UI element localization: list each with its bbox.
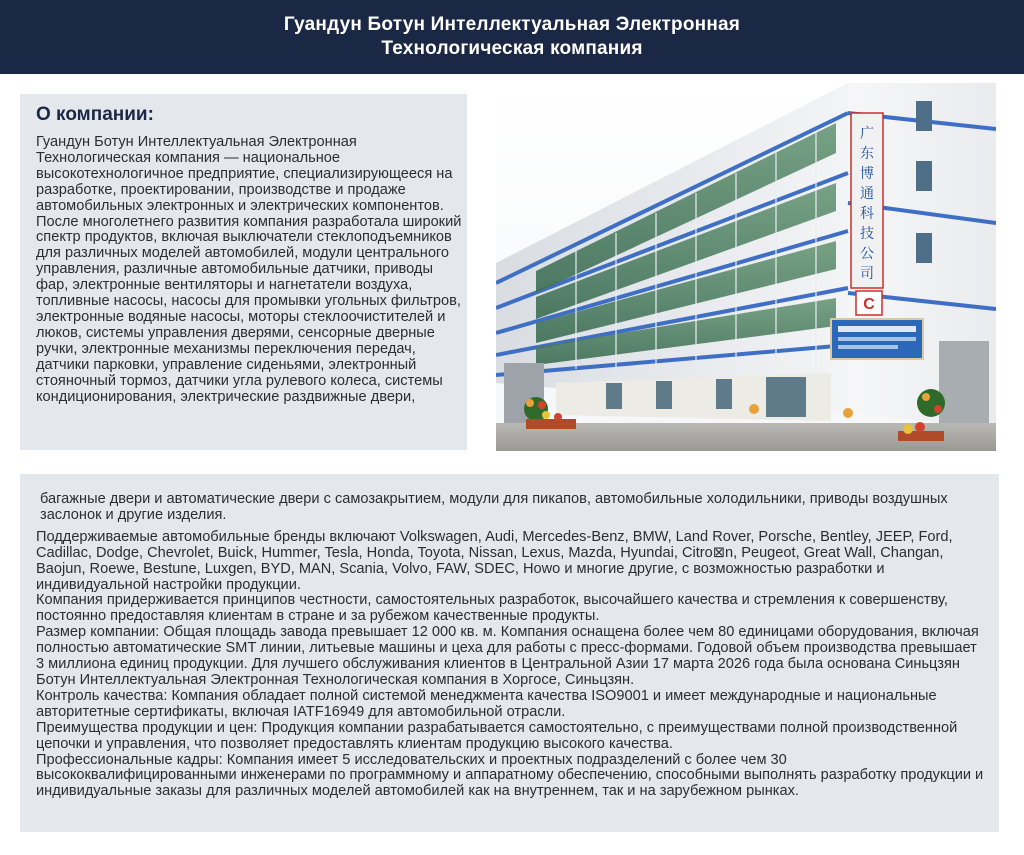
about-heading: О компании: bbox=[36, 104, 154, 125]
svg-text:技: 技 bbox=[860, 226, 874, 242]
svg-text:公: 公 bbox=[860, 246, 874, 262]
factory-building-photo bbox=[496, 83, 996, 451]
company-details-panel bbox=[20, 474, 999, 832]
about-paragraph-intro: Гуандун Ботун Интеллектуальная Электронная Технологическая компания — национальное высокотехнологичное предприятие, специализирующееся на разработке, проектировании, производстве и продаже автомобильных электронных и электрических компонентов. bbox=[36, 134, 453, 214]
details-text bbox=[36, 492, 988, 800]
about-text bbox=[36, 135, 464, 405]
details-principles: Компания придерживается принципов честности, самостоятельных разработок, высочайшего качества и стремления к совершенству, постоянно предоставляя клиентам в стране и за рубежом качественные продукты. bbox=[36, 592, 948, 625]
details-company-size: Размер компании: Общая площадь завода превышает 12 000 кв. м. Компания оснащена более чем 80 единицами оборудования, включая полностью автоматические SMT линии, литьевые машины и цеха для работы с пресс-формами. Годовой объем производства превышает 3 миллиона единиц продукции. Для лучшего обслуживания клиентов в Центральной Азии 17 марта 2026 года была основана Синьцзян Ботун Интеллектуальная Электронная Технологическая компания в Хоргосе, Синьцзян. bbox=[36, 624, 979, 688]
details-products-continued: багажные двери и автоматические двери с самозакрытием, модули для пикапов, автомобильные холодильники, приводы воздушных заслонок и другие изделия. bbox=[40, 491, 948, 523]
svg-text:广: 广 bbox=[860, 126, 874, 142]
svg-text:科: 科 bbox=[860, 206, 874, 222]
page-header bbox=[0, 0, 1024, 74]
details-advantages: Преимущества продукции и цен: Продукция компании разрабатывается самостоятельно, с преимуществами полной производственной цепочки и управления, что позволяет предоставлять клиентам продукцию высокого качества. bbox=[36, 719, 958, 752]
svg-text:司: 司 bbox=[860, 266, 874, 282]
svg-text:东: 东 bbox=[860, 146, 874, 162]
details-brands: Поддерживаемые автомобильные бренды включают Volkswagen, Audi, Mercedes-Benz, BMW, Land Rover, Porsche, Bentley, JEEP, Ford, Cadillac, Dodge, Chevrolet, Buick, Hummer, Tesla, Honda, Toyota, Nissan, Lexus, Mazda, Hyundai, Citro⊠n, Peugeot, Great Wall, Changan, Baojun, Roewe, Bestune, Luxgen, BYD, MAN, Scania, Volvo, FAW, SDEC, Howo и многие другие, с возможностью разработки и индивидуальной настройки продукции. bbox=[36, 528, 953, 593]
sign-logo-letter: C bbox=[863, 296, 875, 313]
details-quality-control: Контроль качества: Компания обладает полной системой менеджмента качества ISO9001 и имеет международные и национальные авторитетные сертификаты, включая IATF16949 для автомобильной отрасли. bbox=[36, 687, 937, 720]
details-staff: Профессиональные кадры: Компания имеет 5 исследовательских и проектных подразделений с более чем 30 высококвалифицированными инженерами по программному и аппаратному обеспечению, способными выполнять разработку продукции и индивидуальные заказы для различных моделей автомобилей как на внутреннем, так и на зарубежном рынках. bbox=[36, 751, 984, 800]
svg-text:通: 通 bbox=[860, 186, 874, 202]
about-company-panel bbox=[20, 94, 467, 450]
about-paragraph-products: После многолетнего развития компания разработала широкий спектр продуктов, включая выключатели стеклоподъемников для различных моделей автомобилей, модули центрального управления, различные автомобильные датчики, приводы фар, электронные вентиляторы и нагнетатели воздуха, топливные насосы, насосы для промывки угольных фильтров, электронные водяные насосы, моторы стеклоочистителей и люков, системы управления дверями, сенсорные дверные ручки, электронные механизмы переключения передач, датчики парковки, управление сиденьями, электронный стояночный тормоз, датчики угла рулевого колеса, системы кондиционирования, электрические раздвижные двери, bbox=[36, 213, 462, 405]
page-title-line-1: Гуандун Ботун Интеллектуальная Электронная bbox=[283, 14, 741, 35]
page-title-line-2: Технологическая компания bbox=[381, 38, 643, 59]
svg-text:博: 博 bbox=[860, 166, 874, 182]
